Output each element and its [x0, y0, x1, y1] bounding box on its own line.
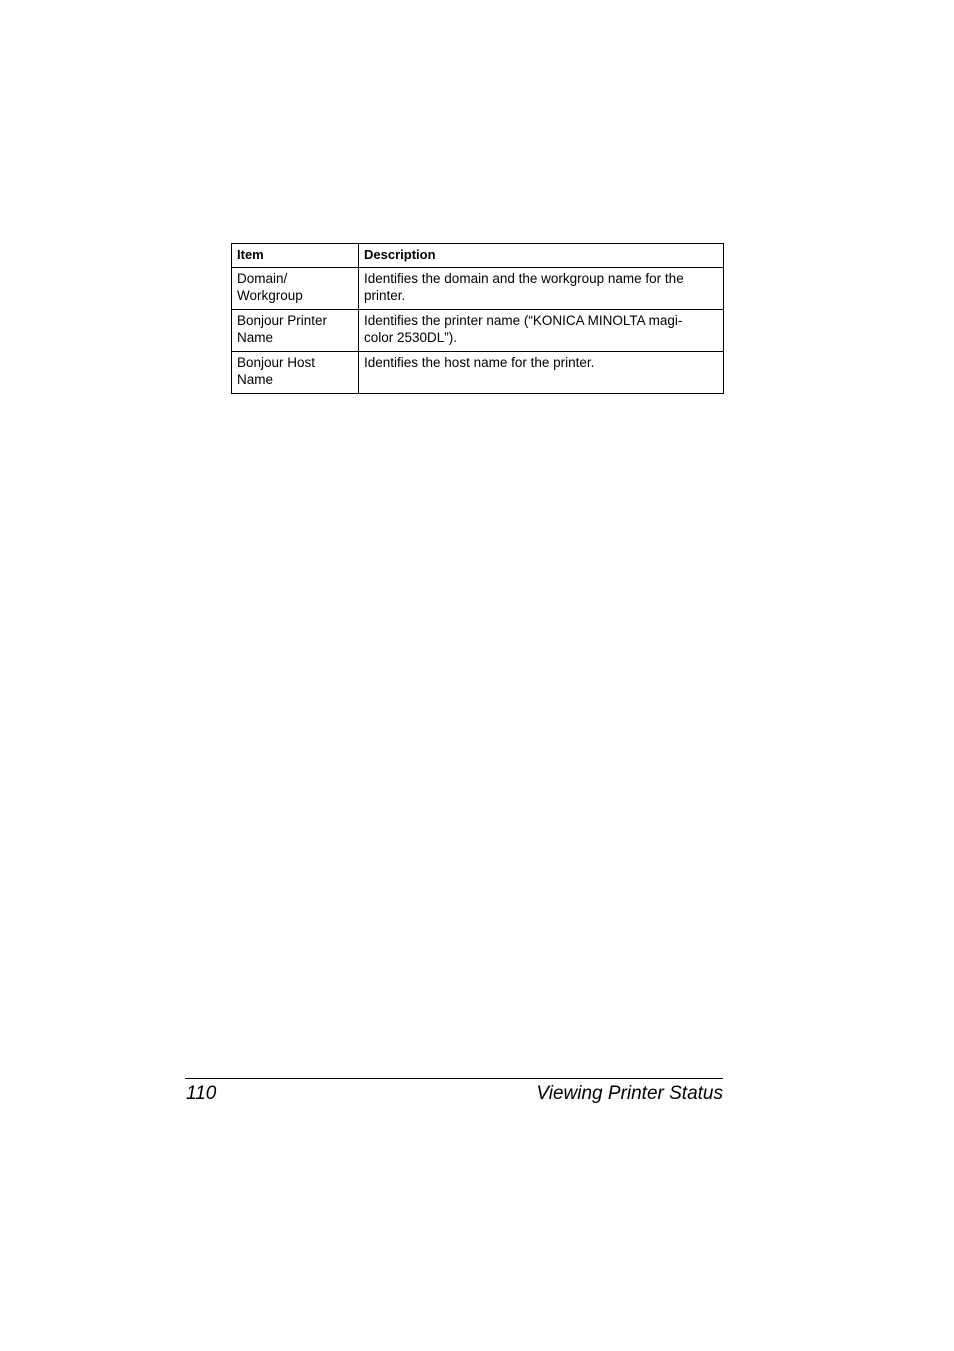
description-cell [359, 267, 724, 309]
table-header-row [232, 244, 724, 268]
table-row [232, 267, 724, 309]
item-line: Name [237, 372, 274, 387]
footer-divider [185, 1078, 723, 1079]
item-cell [232, 267, 359, 309]
item-cell [232, 351, 359, 393]
item-line: Bonjour Host [237, 354, 316, 370]
description-line: color 2530DL”). [364, 330, 458, 345]
item-line: Bonjour Printer [237, 312, 328, 328]
description-line: printer. [364, 288, 406, 303]
item-line: Domain/ [237, 270, 288, 286]
item-line: Name [237, 330, 274, 345]
item-description-table [231, 243, 724, 394]
description-line: Identifies the domain and the workgroup name for the [364, 270, 684, 286]
description-cell [359, 309, 724, 351]
item-cell [232, 309, 359, 351]
header-description: Description [359, 244, 724, 268]
item-line: Workgroup [237, 288, 303, 303]
page-number: 110 [186, 1083, 217, 1104]
table-row [232, 309, 724, 351]
description-cell [359, 351, 724, 393]
description-line: Identifies the printer name (“KONICA MINOLTA magi- [364, 312, 683, 328]
description-line: Identifies the host name for the printer. [364, 354, 595, 370]
footer-section-title: Viewing Printer Status [536, 1083, 723, 1104]
table-row [232, 351, 724, 393]
header-item: Item [232, 244, 359, 268]
